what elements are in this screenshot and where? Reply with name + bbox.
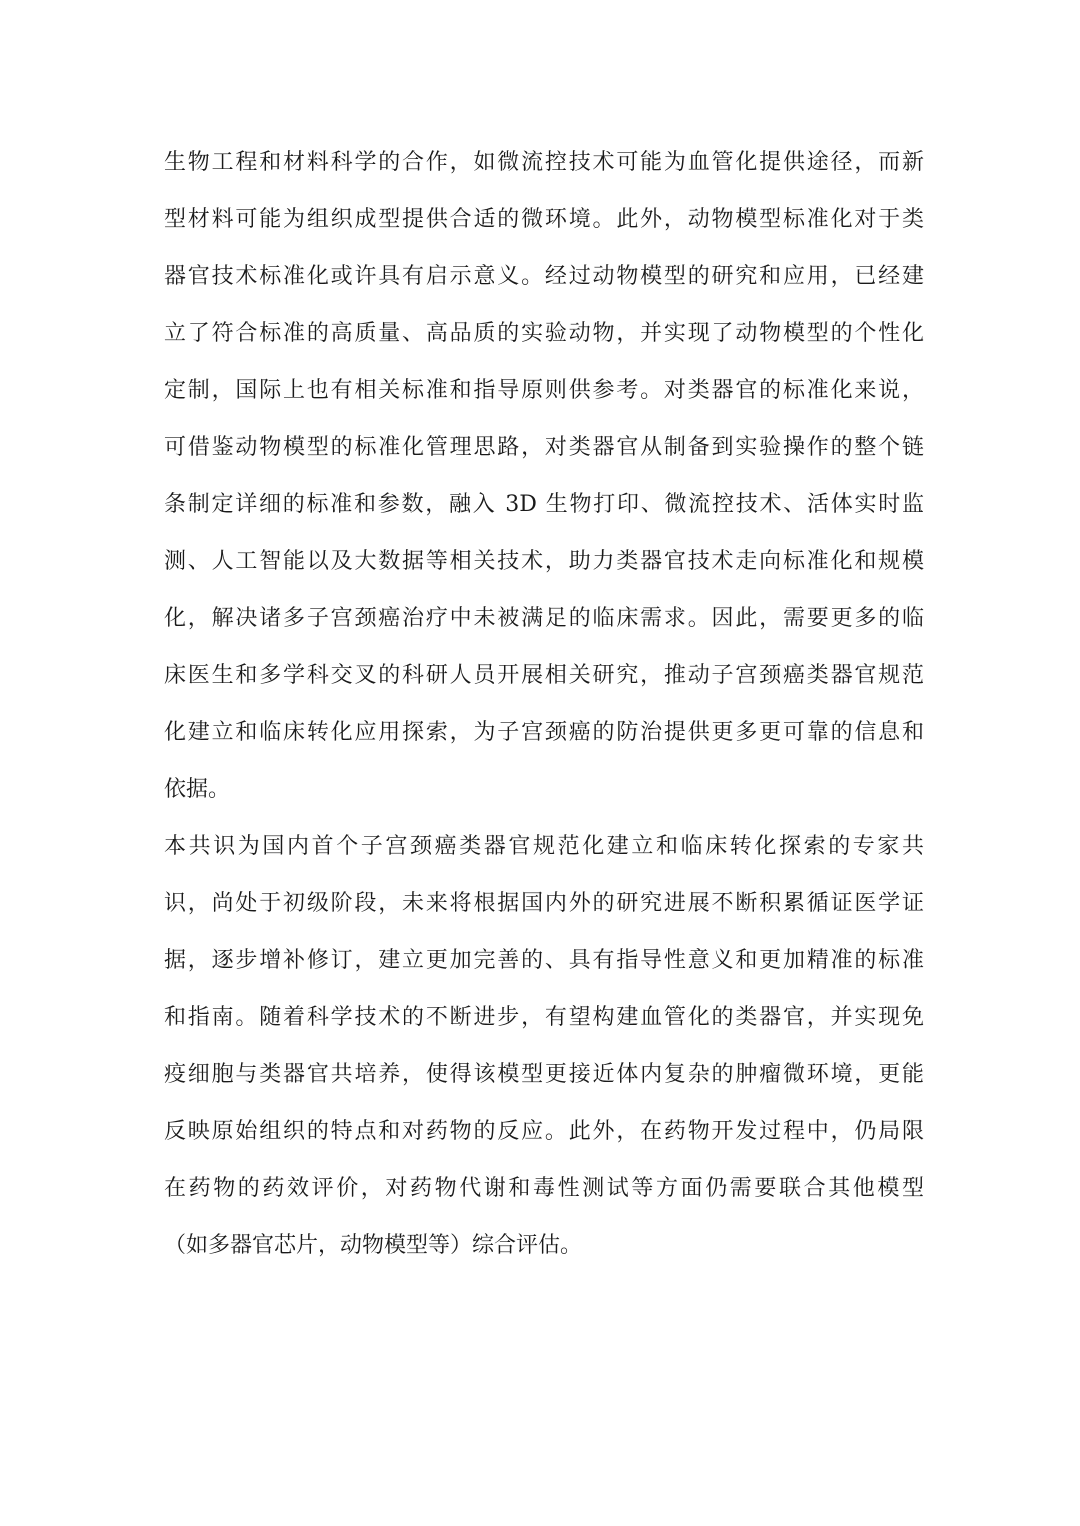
text-line: 化建立和临床转化应用探索，为子宫颈癌的防治提供更多更可靠的信息和: [164, 720, 924, 745]
text-line: 定制，国际上也有相关标准和指导原则供参考。对类器官的标准化来说，: [164, 378, 924, 403]
text-line: 立了符合标准的高质量、高品质的实验动物，并实现了动物模型的个性化: [164, 321, 924, 346]
paragraph-2: [164, 822, 924, 1278]
text-line: 疫细胞与类器官共培养，使得该模型更接近体内复杂的肿瘤微环境，更能: [164, 1062, 924, 1087]
text-line: 本共识为国内首个子宫颈癌类器官规范化建立和临床转化探索的专家共: [164, 834, 924, 859]
text-line: 型材料可能为组织成型提供合适的微环境。此外，动物模型标准化对于类: [164, 207, 924, 232]
text-line: （如多器官芯片，动物模型等）综合评估。: [164, 1233, 583, 1258]
text-line: 测、人工智能以及大数据等相关技术，助力类器官技术走向标准化和规模: [164, 549, 924, 574]
text-line: 反映原始组织的特点和对药物的反应。此外，在药物开发过程中，仍局限: [164, 1119, 924, 1144]
text-line: 条制定详细的标准和参数，融入 3D 生物打印、微流控技术、活体实时监: [164, 492, 924, 517]
text-line: 在药物的药效评价，对药物代谢和毒性测试等方面仍需要联合其他模型: [164, 1176, 924, 1201]
text-line: 可借鉴动物模型的标准化管理思路，对类器官从制备到实验操作的整个链: [164, 435, 924, 460]
text-line: 依据。: [164, 777, 231, 802]
text-line: 器官技术标准化或许具有启示意义。经过动物模型的研究和应用，已经建: [164, 264, 924, 289]
text-line: 识，尚处于初级阶段，未来将根据国内外的研究进展不断积累循证医学证: [164, 891, 924, 916]
text-line: 化，解决诸多子宫颈癌治疗中未被满足的临床需求。因此，需要更多的临: [164, 606, 924, 631]
text-line: 和指南。随着科学技术的不断进步，有望构建血管化的类器官，并实现免: [164, 1005, 924, 1030]
text-line: 床医生和多学科交叉的科研人员开展相关研究，推动子宫颈癌类器官规范: [164, 663, 924, 688]
paragraph-1: [164, 138, 924, 822]
document-body: [164, 138, 924, 1278]
text-line: 生物工程和材料科学的合作，如微流控技术可能为血管化提供途径，而新: [164, 150, 924, 175]
text-line: 据，逐步增补修订，建立更加完善的、具有指导性意义和更加精准的标准: [164, 948, 924, 973]
